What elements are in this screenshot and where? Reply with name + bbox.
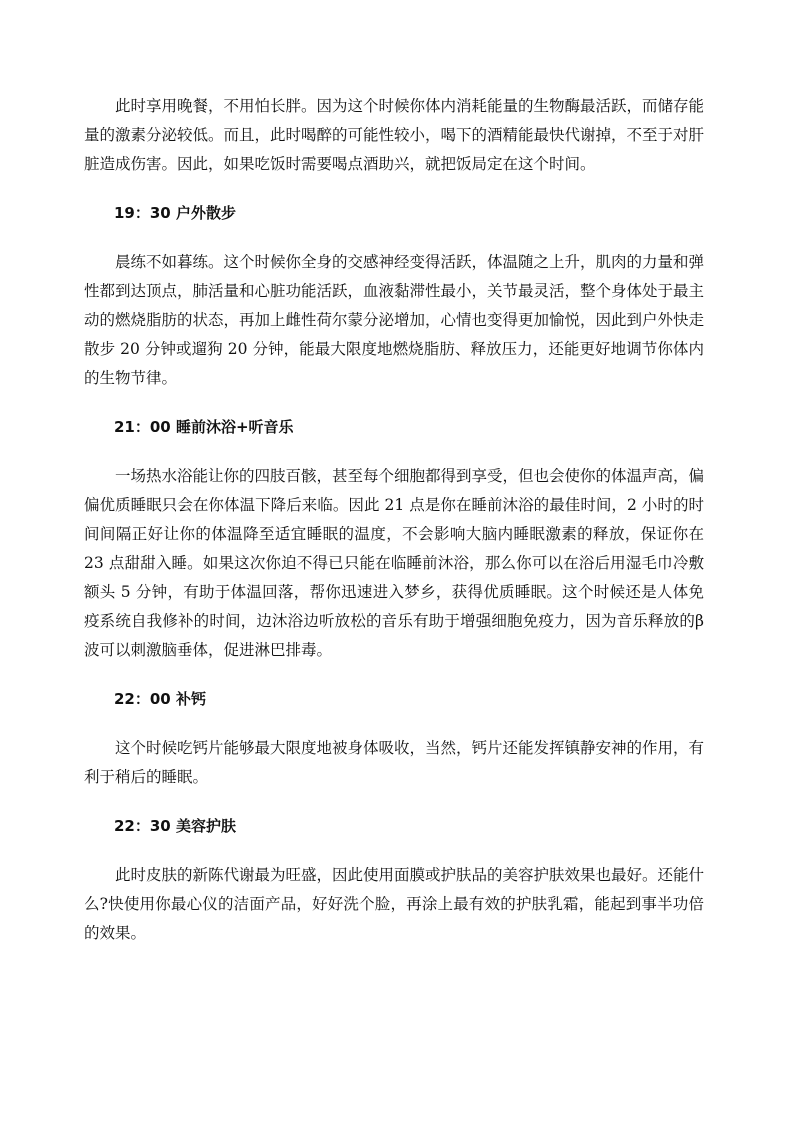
heading-calcium: 22：00 补钙 — [114, 690, 206, 708]
document-body — [84, 92, 704, 948]
heading-skincare: 22：30 美容护肤 — [114, 817, 236, 835]
bath-music-paragraph: 一场热水浴能让你的四肢百骸，甚至每个细胞都得到享受，但也会使你的体温声高，偏偏优质睡眠只会在你体温下降后来临。因此 21 点是你在睡前沐浴的最佳时间，2 小时的时间间隔正好让你的体温降至适宜睡眠的温度，不会影响大脑内睡眠激素的释放，保证你在 23 点甜甜入睡。如果这次你迫不得已只能在临睡前沐浴，那么你可以在浴后用湿毛巾冷敷额头 5 分钟，有助于体温回落，帮你迅速进入梦乡，获得优质睡眠。这个时候还是人体免疫系统自我修补的时间，边沐浴边听放松的音乐有助于增强细胞免疫力，因为音乐释放的β波可以刺激脑垂体，促进淋巴排毒。 — [84, 467, 705, 659]
skincare-paragraph: 此时皮肤的新陈代谢最为旺盛，因此使用面膜或护肤品的美容护肤效果也最好。还能什么?快使用你最心仪的洁面产品，好好洗个脸，再涂上最有效的护肤乳霜，能起到事半功倍的效果。 — [84, 866, 705, 942]
outdoor-walk-paragraph: 晨练不如暮练。这个时候你全身的交感神经变得活跃，体温随之上升，肌肉的力量和弹性都到达顶点，肺活量和心脏功能活跃，血液黏滞性最小，关节最灵活，整个身体处于最主动的燃烧脂肪的状态，再加上雌性荷尔蒙分泌增加，心情也变得更加愉悦，因此到户外快走散步 20 分钟或遛狗 20 分钟，能最大限度地燃烧脂肪、释放压力，还能更好地调节你体内的生物节律。 — [84, 253, 705, 387]
heading-outdoor-walk: 19：30 户外散步 — [114, 204, 236, 222]
calcium-paragraph: 这个时候吃钙片能够最大限度地被身体吸收，当然，钙片还能发挥镇静安神的作用，有利于稍后的睡眠。 — [84, 739, 705, 786]
dinner-paragraph: 此时享用晚餐，不用怕长胖。因为这个时候你体内消耗能量的生物酶最活跃，而储存能量的激素分泌较低。而且，此时喝醉的可能性较小，喝下的酒精能最快代谢掉，不至于对肝脏造成伤害。因此，如果吃饭时需要喝点酒助兴，就把饭局定在这个时间。 — [84, 97, 705, 173]
heading-bath-music: 21：00 睡前沐浴+听音乐 — [114, 418, 294, 436]
